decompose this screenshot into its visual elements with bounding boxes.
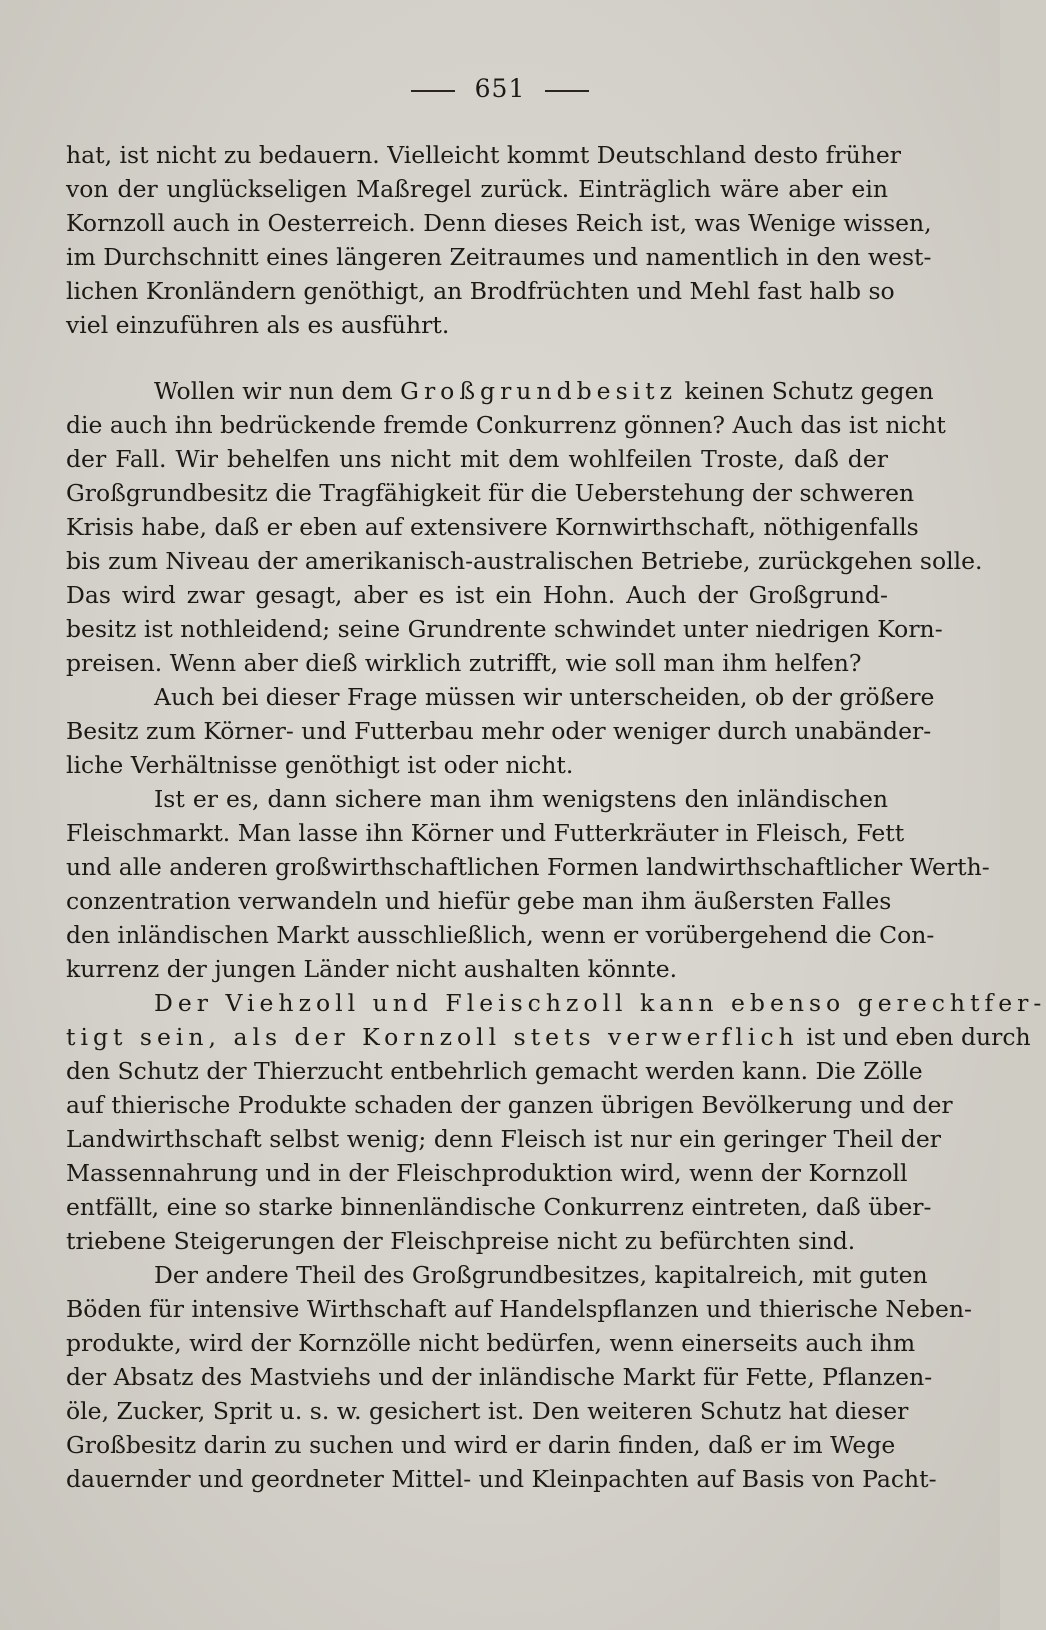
text-line (66, 1292, 972, 1326)
text-line (66, 1360, 933, 1394)
line-text: öle, Zucker, Sprit u. s. w. gesichert ist. Den weiteren Schutz hat dieser (66, 1397, 909, 1425)
line-text: besitz ist nothleidend; seine Grundrente schwindet unter niedrigen Korn- (66, 615, 943, 643)
line-text: conzentration verwandeln und hiefür gebe man ihm äußersten Falles (66, 887, 892, 915)
text-line (66, 1224, 888, 1258)
header-dash-right (545, 90, 589, 92)
text-line (66, 748, 888, 782)
text-line (66, 1258, 928, 1292)
text-line (66, 714, 932, 748)
line-text: entfällt, eine so starke binnenländische Conkurrenz eintreten, daß über- (66, 1193, 932, 1221)
text-line (66, 308, 888, 342)
line-text: produkte, wird der Kornzölle nicht bedürfen, wenn einerseits auch ihm (66, 1329, 916, 1357)
text-line (66, 612, 943, 646)
line-text: liche Verhältnisse genöthigt ist oder nicht. (66, 751, 574, 779)
line-text: lichen Kronländern genöthigt, an Brodfrüchten und Mehl fast halb so (66, 277, 895, 305)
text-line (66, 1122, 941, 1156)
text-line (66, 138, 902, 172)
line-text: Landwirthschaft selbst wenig; denn Fleisch ist nur ein geringer Theil der (66, 1125, 941, 1153)
line-text: Auch bei dieser Frage müssen wir unterscheiden, ob der größere (154, 683, 935, 711)
line-text: und alle anderen großwirthschaftlichen Formen landwirthschaftlicher Werth- (66, 853, 990, 881)
line-text: Böden für intensive Wirthschaft auf Handelspflanzen und thierische Neben- (66, 1295, 972, 1323)
text-line (66, 240, 932, 274)
line-text: Massennahrung und in der Fleischproduktion wird, wenn der Kornzoll (66, 1159, 908, 1187)
line-text: auf thierische Produkte schaden der ganzen übrigen Bevölkerung und der (66, 1091, 953, 1119)
line-text: Wollen wir nun dem (154, 377, 401, 405)
text-line (66, 884, 892, 918)
line-text: viel einzuführen als es ausführt. (66, 311, 450, 339)
line-text: ist und eben durch (798, 1023, 1031, 1051)
text-line (66, 850, 990, 884)
text-line (66, 510, 919, 544)
page-number: 651 (474, 74, 526, 103)
text-line (66, 1190, 932, 1224)
line-text: den inländischen Markt ausschließlich, wenn er vorübergehend die Con- (66, 921, 935, 949)
line-text: Fleischmarkt. Man lasse ihn Körner und Futterkräuter in Fleisch, Fett (66, 819, 905, 847)
line-text: Ist er es, dann sichere man ihm wenigstens den inländischen (154, 785, 888, 813)
text-line (66, 1428, 896, 1462)
line-text: keinen Schutz gegen (676, 377, 934, 405)
text-line (66, 1054, 923, 1088)
line-text: Kornzoll auch in Oesterreich. Denn dieses Reich ist, was Wenige wissen, (66, 209, 932, 237)
line-text: bis zum Niveau der amerikanisch-australischen Betriebe, zurückgehen solle. (66, 547, 983, 575)
text-line (66, 578, 888, 612)
text-line (66, 544, 983, 578)
line-text: Das wird zwar gesagt, aber es ist ein Hohn. Auch der Großgrund- (66, 581, 888, 609)
text-line (66, 1462, 937, 1496)
text-line (66, 782, 888, 816)
text-line (66, 1394, 909, 1428)
text-line (66, 1326, 916, 1360)
line-text: von der unglückseligen Maßregel zurück. Einträglich wäre aber ein (66, 175, 888, 203)
line-text: Krisis habe, daß er eben auf extensivere Kornwirthschaft, nöthigenfalls (66, 513, 919, 541)
text-line (66, 374, 934, 408)
line-text: der Absatz des Mastviehs und der inländische Markt für Fette, Pflanzen- (66, 1363, 933, 1391)
spaced-emphasis-text: Der Viehzoll und Fleischzoll kann ebenso gerechtfer- (154, 989, 1046, 1017)
text-line (66, 476, 915, 510)
text-line (66, 680, 935, 714)
text-line (66, 172, 888, 206)
line-text: Besitz zum Körner- und Futterbau mehr oder weniger durch unabänder- (66, 717, 932, 745)
text-line (66, 206, 932, 240)
line-text: hat, ist nicht zu bedauern. Vielleicht kommt Deutschland desto früher (66, 141, 902, 169)
page-header (0, 74, 1000, 103)
line-text: triebene Steigerungen der Fleischpreise nicht zu befürchten sind. (66, 1227, 856, 1255)
line-text: die auch ihn bedrückende fremde Conkurrenz gönnen? Auch das ist nicht (66, 411, 946, 439)
line-text: Großgrundbesitz die Tragfähigkeit für die Ueberstehung der schweren (66, 479, 915, 507)
line-text: dauernder und geordneter Mittel- und Kleinpachten auf Basis von Pacht- (66, 1465, 937, 1493)
text-line (66, 442, 888, 476)
body-text (66, 138, 1046, 1496)
text-line (66, 408, 946, 442)
text-line (66, 1156, 908, 1190)
text-line (66, 952, 888, 986)
text-line (66, 1020, 1031, 1054)
line-text: preisen. Wenn aber dieß wirklich zutrifft, wie soll man ihm helfen? (66, 649, 862, 677)
line-text: im Durchschnitt eines längeren Zeitraumes und namentlich in den west- (66, 243, 932, 271)
text-line (66, 646, 888, 680)
line-text: Der andere Theil des Großgrundbesitzes, kapitalreich, mit guten (154, 1261, 928, 1289)
text-line (66, 274, 895, 308)
spaced-emphasis-text: tigt sein, als der Kornzoll stets verwerflich (66, 1023, 799, 1051)
spaced-emphasis-text: Großgrundbesitz (400, 377, 677, 405)
text-line (66, 816, 905, 850)
header-dash-left (411, 90, 455, 92)
text-line (66, 1088, 953, 1122)
line-text: Großbesitz darin zu suchen und wird er darin finden, daß er im Wege (66, 1431, 896, 1459)
text-line (66, 918, 935, 952)
text-line (66, 986, 1046, 1020)
line-text: kurrenz der jungen Länder nicht aushalten könnte. (66, 955, 678, 983)
line-text: der Fall. Wir behelfen uns nicht mit dem wohlfeilen Troste, daß der (66, 445, 888, 473)
line-text: den Schutz der Thierzucht entbehrlich gemacht werden kann. Die Zölle (66, 1057, 923, 1085)
